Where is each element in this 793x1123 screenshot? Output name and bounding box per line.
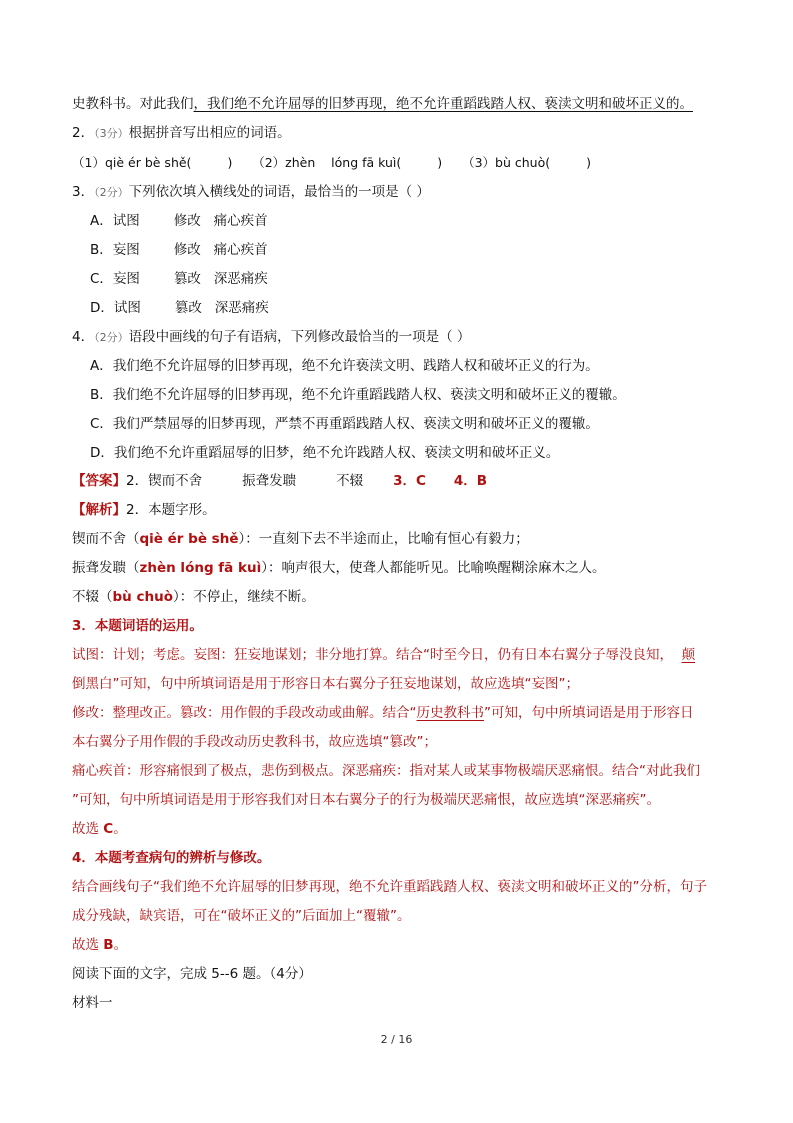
- analysis-text: 故选: [72, 821, 104, 837]
- pinyin-item-3-close: ): [586, 155, 591, 170]
- question-3-option-c: [90, 269, 750, 289]
- option-word-3: 深恶痛疾: [213, 271, 268, 287]
- option-word-1: 妄图: [112, 242, 140, 258]
- passage-text: 史教科书。对此我们: [72, 96, 194, 112]
- question-3-stem: [72, 182, 732, 203]
- option-word-1: 试图: [113, 300, 141, 316]
- underlined-text: 颠: [681, 647, 696, 663]
- analysis-line: [72, 529, 732, 549]
- analysis-text: 振聋发聩（: [72, 560, 140, 576]
- answer-2-word-3: 不辍: [336, 473, 364, 489]
- option-letter: B．: [90, 242, 113, 258]
- answer-line: [72, 471, 732, 491]
- underlined-text: 历史教科书: [416, 705, 484, 721]
- question-points: （3分）: [94, 127, 129, 140]
- analysis-line: ”可知，句中所填词语是用于形容我们对日本右翼分子的行为极端厌恶痛恨，故应选填“深恶痛疾”。: [72, 792, 660, 808]
- analysis-line: [72, 645, 732, 665]
- analysis-line: [72, 587, 732, 607]
- question-text: 语段中画线的句子有语病，下列修改最恰当的一项是（ ）: [128, 329, 471, 345]
- question-4-option-d: D．我们绝不允许重蹈屈辱的旧梦，绝不允许践踏人权、亵渎文明和破坏正义。: [90, 445, 560, 461]
- answer-2-word-2: 振聋发聩: [242, 473, 297, 489]
- question-3-option-a: [90, 211, 750, 231]
- choice-letter: C: [103, 821, 114, 837]
- option-word-2: 篡改: [173, 271, 201, 287]
- question-3-option-b: [90, 240, 750, 260]
- choice-letter: B: [103, 937, 114, 953]
- analysis-subheading: 4．本题考查病句的辨析与修改。: [72, 850, 271, 866]
- analysis-text: ”可知，句中所填词语是用于形容日: [484, 705, 694, 721]
- question-number: 4．: [72, 329, 95, 345]
- analysis-line: [72, 703, 732, 723]
- question-text: 根据拼音写出相应的词语。: [128, 125, 291, 141]
- answer-2-word-1: 2．锲而不舍: [126, 473, 203, 489]
- pinyin-item-2a: （2）zhèn: [252, 155, 316, 170]
- option-word-3: 痛心疾首: [213, 242, 268, 258]
- analysis-text: ）：响声很大，使聋人都能听见。比喻唤醒糊涂麻木之人。: [261, 560, 606, 576]
- page-number: 2 / 16: [380, 1033, 413, 1046]
- question-2-stem: [72, 123, 732, 144]
- analysis-text: 故选: [72, 937, 104, 953]
- pinyin-text: bù chuò: [112, 589, 173, 605]
- underlined-sentence: ，我们绝不允许屈辱的旧梦再现，绝不允许重蹈践踏人权、亵渎文明和破坏正义的。: [193, 96, 693, 112]
- analysis-text: 修改：整理改正。篡改：用作假的手段改动或曲解。结合“: [72, 705, 417, 721]
- analysis-text: ）：不停止，继续不断。: [172, 589, 315, 605]
- pinyin-item-2-close: ): [437, 155, 443, 170]
- pinyin-item-2b: lóng fā kuì(: [331, 155, 402, 170]
- option-word-1: 试图: [112, 213, 140, 229]
- analysis-subheading: 3．本题词语的运用。: [72, 618, 203, 634]
- analysis-line: 倒黑白”可知，句中所填词语是用于形容日本右翼分子狂妄地谋划，故应选填“妄图”；: [72, 676, 579, 692]
- pinyin-item-1: （1）qiè ér bè shě(: [72, 155, 192, 170]
- analysis-text: 。: [113, 821, 127, 837]
- question-4-option-b: B．我们绝不允许屈辱的旧梦再现，绝不允许重蹈践踏人权、亵渎文明和破坏正义的覆辙。: [90, 387, 626, 403]
- analysis-text: 锲而不舍（: [72, 531, 140, 547]
- question-3-option-d: [90, 298, 750, 318]
- analysis-label: 【解析】: [72, 502, 126, 518]
- passage-tail-line: [72, 94, 732, 114]
- option-word-2: 修改: [173, 242, 201, 258]
- option-word-3: 痛心疾首: [213, 213, 268, 229]
- question-4-stem: [72, 327, 732, 348]
- pinyin-text: qiè ér bè shě: [139, 531, 239, 547]
- option-letter: C．: [90, 271, 113, 287]
- answer-4: 4．B: [453, 473, 488, 489]
- pinyin-item-1-close: ): [227, 155, 233, 170]
- option-word-2: 篡改: [174, 300, 202, 316]
- reading-instruction: 阅读下面的文字，完成 5--6 题。（4分）: [72, 966, 312, 982]
- question-points: （2分）: [94, 331, 129, 344]
- analysis-text: 2．本题字形。: [126, 502, 216, 518]
- question-2-items: [72, 153, 732, 173]
- option-word-1: 妄图: [112, 271, 140, 287]
- question-4-option-c: C．我们严禁屈辱的旧梦再现，严禁不再重蹈践踏人权、亵渎文明和破坏正义的覆辙。: [90, 416, 599, 432]
- question-points: （2分）: [94, 186, 129, 199]
- question-4-option-a: A．我们绝不允许屈辱的旧梦再现，绝不允许亵渎文明、践踏人权和破坏正义的行为。: [90, 358, 599, 374]
- answer-label: 【答案】: [72, 473, 126, 489]
- option-word-2: 修改: [173, 213, 201, 229]
- analysis-line: [72, 935, 732, 955]
- analysis-text: 试图：计划；考虑。妄图：狂妄地谋划；非分地打算。结合“时至今日，仍有日本右翼分子辱没良知，: [72, 647, 673, 663]
- analysis-line: 痛心疾首：形容痛恨到了极点，悲伤到极点。深恶痛疾：指对某人或某事物极端厌恶痛恨。结合“对此我们: [72, 763, 700, 779]
- question-number: 2．: [72, 125, 95, 141]
- analysis-line: [72, 819, 732, 839]
- option-letter: A．: [90, 213, 113, 229]
- analysis-line: 结合画线句子“我们绝不允许屈辱的旧梦再现，绝不允许重蹈践踏人权、亵渎文明和破坏正义的”分析，句子: [72, 879, 707, 895]
- analysis-line: [72, 558, 732, 578]
- material-heading: 材料一: [72, 995, 113, 1011]
- analysis-text: 不辍（: [72, 589, 113, 605]
- option-word-3: 深恶痛疾: [214, 300, 269, 316]
- pinyin-item-3: （3）bù chuò(: [462, 155, 551, 170]
- pinyin-text: zhèn lóng fā kuì: [139, 560, 262, 576]
- option-letter: D．: [90, 300, 114, 316]
- analysis-text: ）：一直刻下去不半途而止，比喻有恒心有毅力；: [238, 531, 529, 547]
- analysis-heading: [72, 500, 732, 520]
- answer-3: 3．C: [393, 473, 426, 489]
- analysis-text: 。: [113, 937, 128, 953]
- question-number: 3．: [72, 184, 95, 200]
- analysis-line: 成分残缺，缺宾语，可在“破坏正义的”后面加上“覆辙”。: [72, 908, 411, 924]
- question-text: 下列依次填入横线处的词语，最恰当的一项是（ ）: [128, 184, 430, 200]
- analysis-line: 本右翼分子用作假的手段改动历史教科书，故应选填“篡改”；: [72, 734, 437, 750]
